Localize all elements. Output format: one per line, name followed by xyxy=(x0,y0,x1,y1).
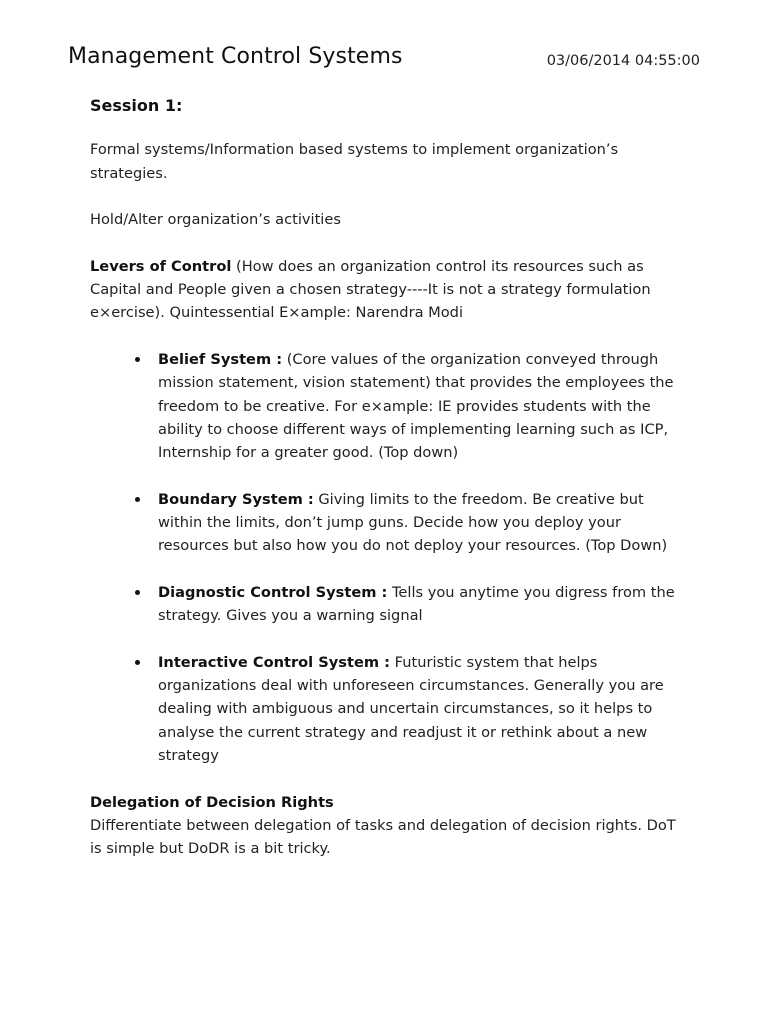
list-item xyxy=(90,488,680,558)
bullet-icon xyxy=(135,357,140,362)
delegation-heading: Delegation of Decision Rights xyxy=(90,793,334,811)
list-item xyxy=(90,581,680,628)
bullet-term: Interactive Control System : xyxy=(158,653,390,671)
paragraph-levers-of-control xyxy=(90,255,680,325)
list-item xyxy=(90,348,680,464)
bullet-term: Belief System : xyxy=(158,350,283,368)
bullet-text: Giving limits to the freedom. Be creative but within the limits, don’t jump guns. Decide how you deploy your resources but also how you do not deploy your resources. (Top Down) xyxy=(158,490,668,555)
bullet-icon xyxy=(135,590,140,595)
levers-of-control-text: (How does an organization control its resources such as Capital and People given a chosen strategy----It is not a strategy formulation e×ercise). Quintessential E×ample: Narendra Modi xyxy=(90,257,651,322)
levers-of-control-term: Levers of Control xyxy=(90,257,232,275)
bullet-text: Futuristic system that helps organizations deal with unforeseen circumstances. Generally you are dealing with ambiguous and uncertain circumstances, so it helps to analyse the current strategy and readjust it or rethink about a new strategy xyxy=(158,653,664,765)
document-body xyxy=(90,94,680,861)
bullet-term: Diagnostic Control System : xyxy=(158,583,388,601)
bullet-term: Boundary System : xyxy=(158,490,314,508)
paragraph-formal-systems: Formal systems/Information based systems to implement organization’s strategies. xyxy=(90,141,619,182)
bullet-text: Tells you anytime you digress from the strategy. Gives you a warning signal xyxy=(158,583,675,625)
session-heading: Session 1: xyxy=(90,96,183,115)
list-item xyxy=(90,651,680,767)
levers-bullet-list xyxy=(90,348,680,767)
bullet-text: (Core values of the organization conveyed through mission statement, vision statement) that provides the employees the freedom to be creative. For e×ample: IE provides students with the ability to choose different ways of implementing learning such as ICP, Internship for a greater good. (Top down) xyxy=(158,350,674,462)
bullet-icon xyxy=(135,660,140,665)
bullet-icon xyxy=(135,497,140,502)
paragraph-hold-alter: Hold/Alter organization’s activities xyxy=(90,211,341,229)
document-timestamp: 03/06/2014 04:55:00 xyxy=(546,53,700,69)
paragraph-delegation: Differentiate between delegation of tasks and delegation of decision rights. DoT is simple but DoDR is a bit tricky. xyxy=(90,816,676,858)
document-title: Management Control Systems xyxy=(68,44,403,69)
